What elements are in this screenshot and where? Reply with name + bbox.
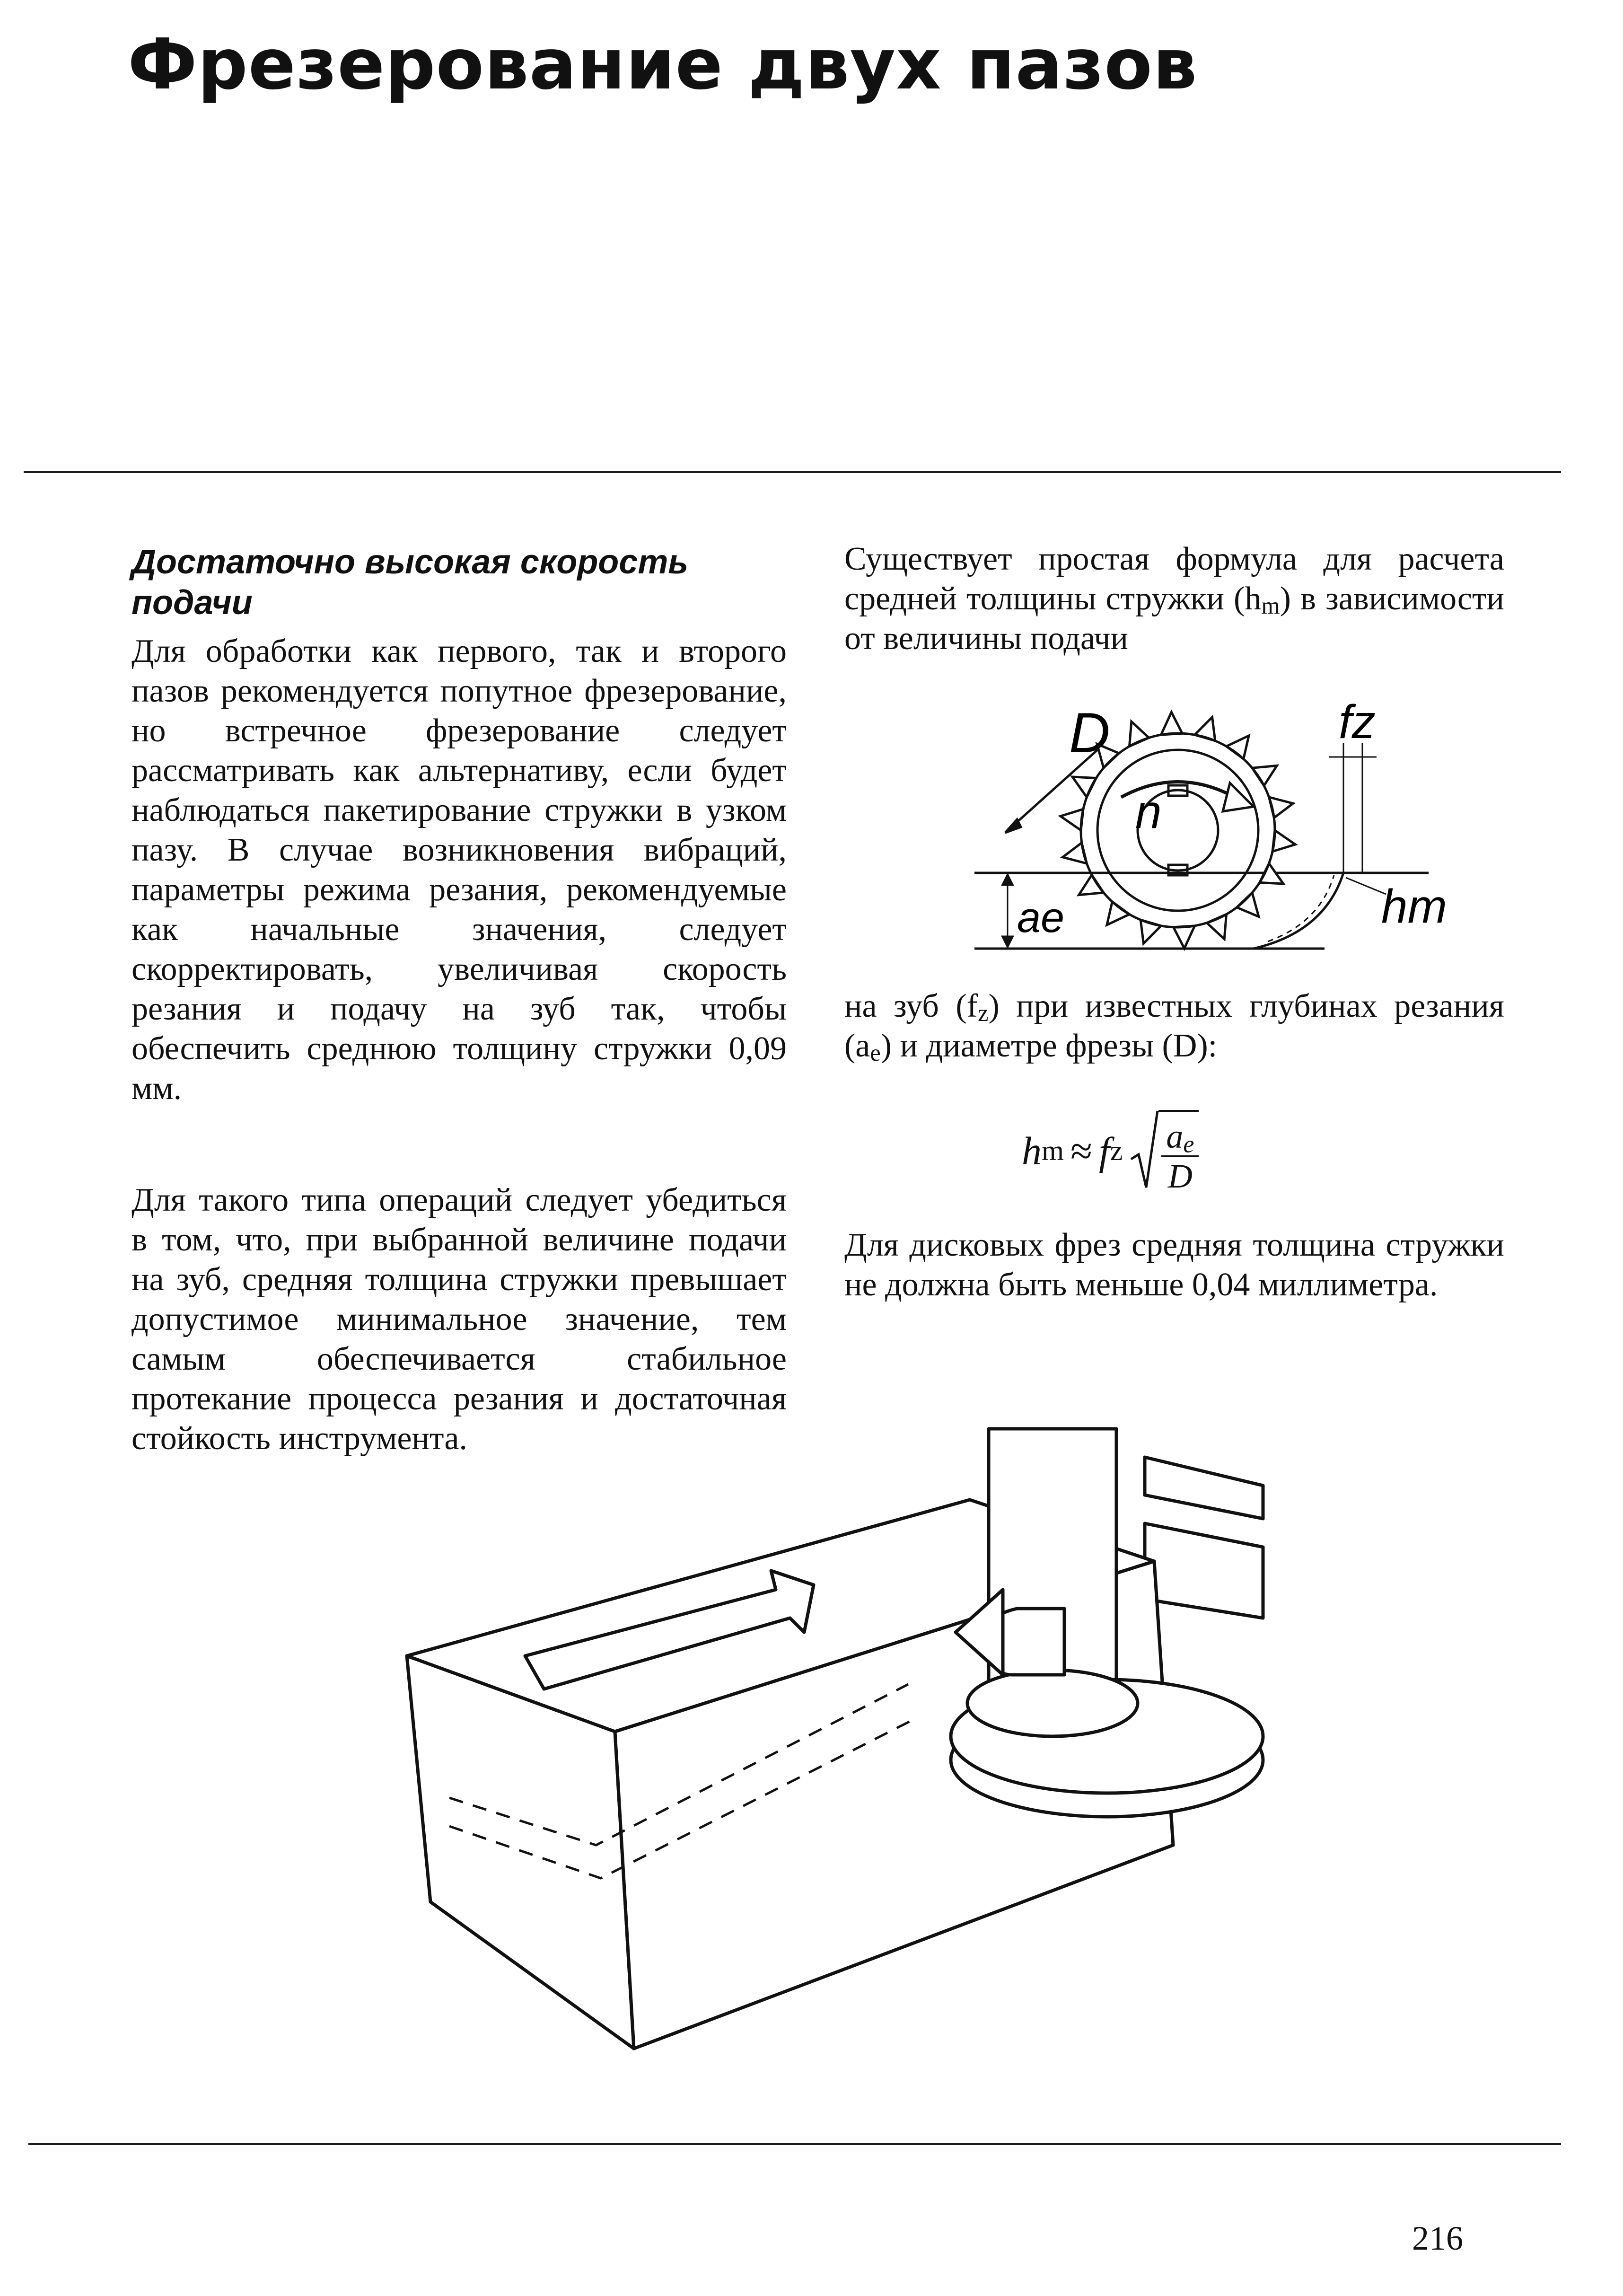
numerator-a: a <box>1166 1117 1184 1155</box>
cutter-inner-ring <box>1097 750 1258 911</box>
formula-intro: Существует простая формула для расчета средней толщины стружки $(h_m)$ в зависимости от величины подачи <box>844 541 1504 657</box>
top-rule <box>24 471 1561 473</box>
cutter-tooth <box>1072 777 1096 797</box>
cutter-tooth <box>1252 765 1277 785</box>
formula-lhs: h <box>1022 1129 1042 1173</box>
cutter-collar <box>967 1670 1138 1736</box>
cont-text-1: на зуб (f <box>844 988 978 1024</box>
bottom-rule <box>28 2143 1561 2145</box>
rotation-arrowhead-icon <box>1223 783 1254 811</box>
radicand <box>1158 1110 1199 1195</box>
formula-approx: ≈ <box>1070 1129 1093 1173</box>
formula-f: f <box>1099 1129 1110 1173</box>
page-title: Фрезерование двух пазов <box>128 24 1198 105</box>
chip-curve <box>1254 873 1343 949</box>
paragraph-1: Для обработки как первого, так и второго пазов рекомендуется попутное фрезерование, но встречное фрезерование следует рассматривать как альтернативу, если будет наблюдаться пакетирование стружки в узком пазу. В случае возникновения вибраций, параметры режима резания, рекомендуемые как начальные значения, следует скорректировать, увеличивая скорость резания и подачу на зуб так, чтобы обеспечить среднюю толщину стружки 0,09 мм. <box>132 633 787 1107</box>
cont-text-2: ) при известных глубинах резания (a <box>844 988 1504 1064</box>
label-n: n <box>1135 785 1162 838</box>
cont-sub-e: e <box>870 1039 881 1066</box>
milling-illustration <box>388 1429 1287 2091</box>
cutter-tooth <box>1174 926 1195 949</box>
cont-sub-z: z <box>978 1000 989 1027</box>
chip-thickness-formula: h m ≈ f z $\frac{a_e}{D}$ <box>1022 1107 1199 1195</box>
fraction-numerator <box>1161 1117 1199 1157</box>
cutter-tooth <box>1161 712 1182 735</box>
intro-text: Существует простая формула для расчета средней толщины стружки ( <box>844 541 1504 617</box>
fraction-denominator: D <box>1167 1157 1193 1195</box>
label-d: D <box>1069 701 1110 765</box>
square-root <box>1130 1107 1199 1195</box>
section-heading: Достаточно высокая скорость подачи <box>132 543 689 622</box>
page-number: 216 <box>1412 2219 1463 2257</box>
label-ae: ae <box>1017 894 1065 941</box>
cutter-tooth <box>1079 875 1104 895</box>
formula-continuation <box>844 986 1504 1066</box>
fixture-jaw-bottom <box>1145 1523 1263 1618</box>
fraction <box>1161 1117 1199 1195</box>
radical-sign-icon <box>1130 1107 1158 1192</box>
numerator-sub: e <box>1183 1131 1194 1158</box>
hm-pointer <box>1346 878 1386 894</box>
fixture-jaw-top <box>1145 1457 1263 1519</box>
intro-sub: m <box>1261 592 1280 619</box>
paragraph-2: Для такого типа операций следует убедиться в том, что, при выбранной величине подачи на зуб, средняя толщина стружки превышает допустимое минимальное значение, тем самым обеспечивается стабильное протекание процесса резания и достаточная стойкость инструмента. <box>132 1182 787 1457</box>
cutter-diagram <box>965 686 1447 979</box>
depth-arrow-down-icon <box>1003 937 1012 946</box>
label-hm: hm <box>1381 880 1447 933</box>
intro-text-end: ) в зависимости от величины подачи <box>844 581 1504 657</box>
label-fz: fz <box>1339 695 1376 748</box>
disc-cutter-note: Для дисковых фрез средняя толщина стружки не должна быть меньше 0,04 миллиметра. <box>844 1227 1504 1303</box>
cont-text-3: ) и диаметре фрезы (D): <box>880 1028 1218 1064</box>
depth-arrow-up-icon <box>1003 875 1012 885</box>
diameter-arrow-icon <box>1005 819 1021 833</box>
